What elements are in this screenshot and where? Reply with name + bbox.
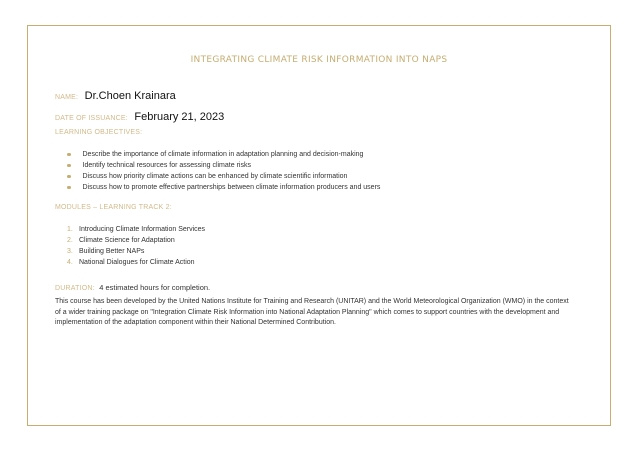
module-text: Introducing Climate Information Services bbox=[79, 226, 206, 233]
module-number: 3. bbox=[67, 248, 73, 255]
module-number: 4. bbox=[67, 259, 73, 266]
module-text: Climate Science for Adaptation bbox=[79, 237, 175, 244]
course-description: This course has been developed by the United Nations Institute for Training and Research (UNITAR) and the World Meteorological Organization (WMO) in the context of a wider training package on "Integration Climate Risk Information into National Adaptation Planning" which comes to support countries with the development and implementation of the adaptation component within their National Determined Contribution. bbox=[55, 298, 569, 326]
objective-item bbox=[67, 151, 363, 158]
module-item bbox=[67, 237, 175, 244]
duration-value: 4 estimated hours for completion. bbox=[99, 283, 211, 292]
module-item bbox=[67, 259, 195, 266]
bullet-icon bbox=[67, 164, 71, 168]
module-text: National Dialogues for Climate Action bbox=[79, 259, 195, 266]
module-number: 1. bbox=[67, 226, 73, 233]
objective-item bbox=[67, 173, 347, 180]
objective-text: Identify technical resources for assessing climate risks bbox=[82, 162, 251, 169]
module-item bbox=[67, 248, 144, 255]
bullet-icon bbox=[67, 186, 71, 190]
objective-text: Discuss how to promote effective partnerships between climate information producers and users bbox=[82, 184, 381, 191]
certificate-title: INTEGRATING CLIMATE RISK INFORMATION INTO NAPS bbox=[190, 55, 448, 65]
duration-label: DURATION: bbox=[55, 285, 95, 292]
name-value: Dr.Choen Krainara bbox=[84, 90, 176, 102]
objective-text: Discuss how priority climate actions can be enhanced by climate scientific information bbox=[82, 173, 348, 180]
objective-item bbox=[67, 162, 251, 169]
name-row bbox=[55, 86, 176, 104]
bullet-icon bbox=[67, 153, 71, 157]
objective-item bbox=[67, 184, 380, 191]
date-value: February 21, 2023 bbox=[134, 111, 225, 123]
name-label: NAME: bbox=[55, 94, 79, 101]
duration-row bbox=[55, 277, 210, 295]
date-row bbox=[55, 107, 224, 125]
module-item bbox=[67, 226, 205, 233]
modules-label: MODULES – LEARNING TRACK 2: bbox=[55, 204, 172, 211]
module-number: 2. bbox=[67, 237, 73, 244]
objectives-label: LEARNING OBJECTIVES: bbox=[55, 129, 143, 136]
module-text: Building Better NAPs bbox=[79, 248, 145, 255]
bullet-icon bbox=[67, 175, 71, 179]
date-label: DATE OF ISSUANCE: bbox=[55, 115, 128, 122]
objective-text: Describe the importance of climate information in adaptation planning and decision-making bbox=[82, 151, 364, 158]
